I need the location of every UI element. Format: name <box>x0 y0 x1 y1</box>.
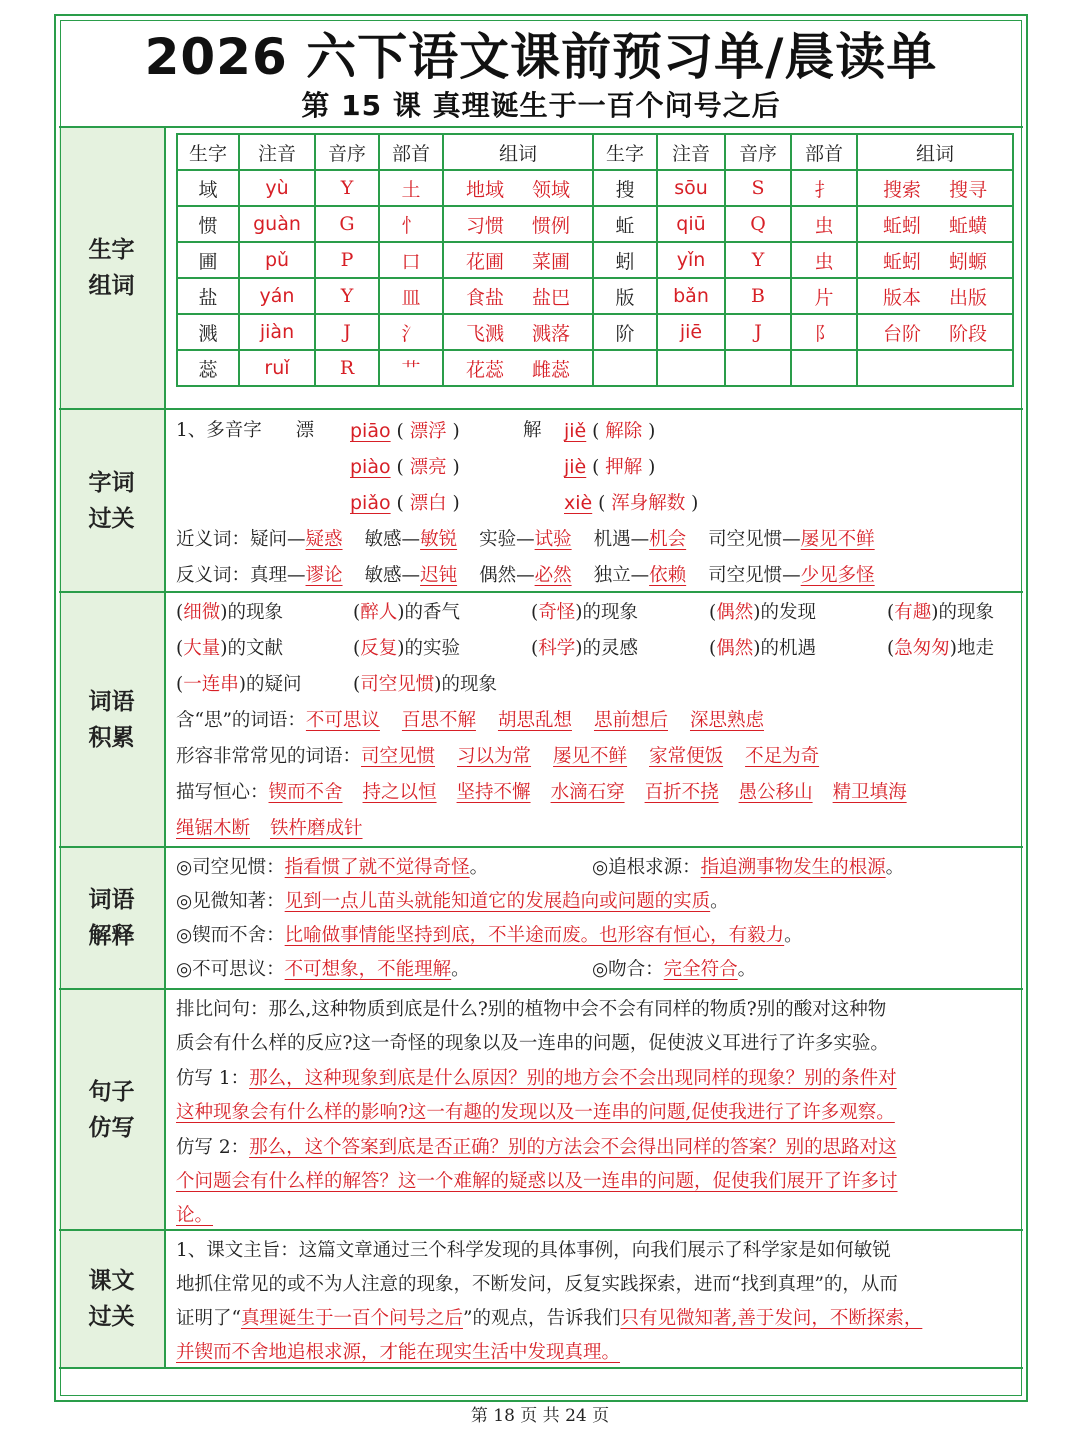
table-header: 组词 <box>443 134 593 170</box>
phrase-item: (偶然)的机遇 <box>709 638 816 659</box>
idiom: 精卫填海 <box>832 782 907 803</box>
table-header: 部首 <box>791 134 857 170</box>
table-row <box>177 314 1013 350</box>
pinyin-cell: yù <box>239 170 315 206</box>
idiom: 绳锯木断 <box>176 818 251 839</box>
idiom: 水滴石穿 <box>550 782 625 803</box>
explanation-item: ◎吻合：完全符合。 <box>592 959 757 980</box>
worksheet <box>54 14 1028 1402</box>
char-cell: 盐 <box>177 278 239 314</box>
char-cell: 蚓 <box>593 242 657 278</box>
radical-cell: 片 <box>791 278 857 314</box>
words-cell: 蚯蚓 蚯蟥 <box>857 206 1013 242</box>
phrase-item: (细微)的现象 <box>176 602 283 623</box>
initial-cell: R <box>315 350 379 386</box>
initial-cell: Q <box>725 206 791 242</box>
table-header: 注音 <box>239 134 315 170</box>
table-header: 生字 <box>593 134 657 170</box>
section-label: 词语 解释 <box>59 848 166 988</box>
phrase-item: (醉人)的香气 <box>353 602 460 623</box>
words-cell: 版本 出版 <box>857 278 1013 314</box>
radical-cell: 阝 <box>791 314 857 350</box>
pinyin-cell: jiē <box>657 314 725 350</box>
idiom: 思前想后 <box>593 710 668 731</box>
words-cell <box>857 350 1013 386</box>
explanation-item: ◎不可思议：不可想象，不能理解。 <box>176 959 470 980</box>
pinyin-cell: yǐn <box>657 242 725 278</box>
imitation-1-line: 这种现象会有什么样的影响?这一有趣的发现以及一连串的问题,促使我进行了许多观察。 <box>176 1102 895 1123</box>
idiom: 深思熟虑 <box>689 710 764 731</box>
words-cell: 搜索 搜寻 <box>857 170 1013 206</box>
section-imitation <box>59 988 1023 1229</box>
explanation-item: ◎见微知著：见到一点儿苗头就能知道它的发展趋向或问题的实质。 <box>176 891 729 912</box>
radical-cell: 口 <box>379 242 443 278</box>
word-pair: 真理—谬论 <box>250 565 343 586</box>
perseverance-words-line: 描写恒心：锲而不舍 持之以恒 坚持不懈 水滴石穿 百折不挠 愚公移山 精卫填海 <box>176 782 907 803</box>
words-cell: 花圃 菜圃 <box>443 242 593 278</box>
pinyin-cell: sōu <box>657 170 725 206</box>
radical-cell: 扌 <box>791 170 857 206</box>
initial-cell <box>725 350 791 386</box>
idiom: 铁杵磨成针 <box>270 818 363 839</box>
table-row <box>177 170 1013 206</box>
pinyin-cell: bǎn <box>657 278 725 314</box>
char-cell: 蚯 <box>593 206 657 242</box>
vocab-table <box>176 133 1014 387</box>
words-cell: 食盐 盐巴 <box>443 278 593 314</box>
word-pair: 疑问—疑惑 <box>250 529 343 550</box>
idiom: 愚公移山 <box>738 782 813 803</box>
phrase-item: (奇怪)的现象 <box>531 602 638 623</box>
idiom: 屡见不鲜 <box>553 746 628 767</box>
table-row <box>177 206 1013 242</box>
pinyin-cell: qiū <box>657 206 725 242</box>
section-accumulation <box>59 591 1023 846</box>
table-row <box>177 350 1013 386</box>
words-cell: 蚯蚓 蚓螈 <box>857 242 1013 278</box>
polyphone-row-1: 1、多音字 漂 <box>176 420 315 441</box>
initial-cell: Y <box>315 278 379 314</box>
idiom: 坚持不懈 <box>456 782 531 803</box>
idiom: 司空见惯 <box>361 746 436 767</box>
section-label: 句子 仿写 <box>59 990 166 1229</box>
radical-cell: 艹 <box>379 350 443 386</box>
idiom: 百折不挠 <box>644 782 719 803</box>
idiom: 习以为常 <box>457 746 532 767</box>
section-explanations <box>59 846 1023 988</box>
polyphone-1-1: piāo ( 漂浮 ) <box>350 420 460 442</box>
word-pair: 司空见惯—屡见不鲜 <box>708 529 875 550</box>
section-label: 课文 过关 <box>59 1231 166 1367</box>
radical-cell: 虫 <box>791 206 857 242</box>
phrase-item: (一连串)的疑问 <box>176 674 302 695</box>
radical-cell: 氵 <box>379 314 443 350</box>
words-cell: 习惯 惯例 <box>443 206 593 242</box>
initial-cell: B <box>725 278 791 314</box>
initial-cell: S <box>725 170 791 206</box>
word-pair: 机遇—机会 <box>593 529 687 550</box>
section-lesson <box>59 1229 1023 1369</box>
phrase-item: (有趣)的现象 <box>887 602 994 623</box>
initial-cell: Y <box>725 242 791 278</box>
pinyin-cell: pǔ <box>239 242 315 278</box>
perseverance-words-line-2 <box>176 817 383 841</box>
char-cell: 圃 <box>177 242 239 278</box>
example-sentence-line: 质会有什么样的反应?这一奇怪的现象以及一连串的问题，促使波义耳进行了许多实验。 <box>176 1033 889 1054</box>
idiom: 家常便饭 <box>649 746 724 767</box>
initial-cell: Y <box>315 170 379 206</box>
word-pair: 实验—试验 <box>479 529 572 550</box>
table-header: 音序 <box>725 134 791 170</box>
char-cell <box>593 350 657 386</box>
char-cell: 搜 <box>593 170 657 206</box>
lesson-theme-line: 地抓住常见的或不为人注意的现象，不断发问，反复实践探索，进而“找到真理”的，从而 <box>176 1274 898 1295</box>
radical-cell: 皿 <box>379 278 443 314</box>
common-words-line: 形容非常常见的词语：司空见惯 习以为常 屡见不鲜 家常便饭 不足为奇 <box>176 746 820 767</box>
page-title: 2026 六下语文课前预习单/晨读单 <box>144 28 938 86</box>
words-cell: 地域 领域 <box>443 170 593 206</box>
polyphone-1-2: piào ( 漂亮 ) <box>350 456 460 478</box>
section-label: 生字 组词 <box>59 128 166 408</box>
explanation-item: ◎锲而不舍：比喻做事情能坚持到底，不半途而废。也形容有恒心，有毅力。 <box>176 925 803 946</box>
char-cell: 域 <box>177 170 239 206</box>
imitation-2-line: 仿写 2：那么，这个答案到底是否正确？别的方法会不会得出同样的答案？别的思路对这 <box>176 1137 897 1158</box>
char-cell: 版 <box>593 278 657 314</box>
initial-cell: J <box>725 314 791 350</box>
polyphone-2-2: jiè ( 押解 ) <box>564 456 656 478</box>
initial-cell: J <box>315 314 379 350</box>
imitation-2-line: 个问题会有什么样的解答？这一个难解的疑惑以及一连串的问题，促使我们展开了许多讨 <box>176 1171 898 1192</box>
polyphone-char-2: 解 <box>523 420 542 441</box>
words-cell: 台阶 阶段 <box>857 314 1013 350</box>
phrase-item: (科学)的灵感 <box>531 638 638 659</box>
idiom: 胡思乱想 <box>497 710 572 731</box>
phrase-item: (司空见惯)的现象 <box>353 674 497 695</box>
table-header: 组词 <box>857 134 1013 170</box>
antonyms-line: 反义词：真理—谬论 敏感—迟钝 偶然—必然 独立—依赖 司空见惯—少见多怪 <box>176 565 875 586</box>
initial-cell: P <box>315 242 379 278</box>
lesson-theme-line: 1、课文主旨：这篇文章通过三个科学发现的具体事例，向我们展示了科学家是如何敏锐 <box>176 1240 891 1261</box>
section-words <box>59 408 1023 591</box>
si-words-line: 含“思”的词语：不可思议 百思不解 胡思乱想 思前想后 深思熟虑 <box>176 710 764 731</box>
imitation-1-line: 仿写 1：那么，这种现象到底是什么原因？别的地方会不会出现同样的现象？别的条件对 <box>176 1068 897 1089</box>
word-pair: 偶然—必然 <box>479 565 572 586</box>
polyphone-1-3: piǎo ( 漂白 ) <box>350 492 460 514</box>
phrase-item: (反复)的实验 <box>353 638 460 659</box>
idiom: 不足为奇 <box>745 746 820 767</box>
radical-cell: 忄 <box>379 206 443 242</box>
section-characters <box>59 126 1023 408</box>
example-sentence-line: 排比问句：那么,这种物质到底是什么?别的植物中会不会有同样的物质?别的酸对这种物 <box>176 999 887 1020</box>
synonyms-line: 近义词：疑问—疑惑 敏感—敏锐 实验—试验 机遇—机会 司空见惯—屡见不鲜 <box>176 529 875 550</box>
table-header: 音序 <box>315 134 379 170</box>
idiom: 百思不解 <box>401 710 476 731</box>
explanation-item: ◎追根求源：指追溯事物发生的根源。 <box>592 857 905 878</box>
imitation-2-line: 论。 <box>176 1205 214 1226</box>
idiom: 不可思议 <box>305 710 380 731</box>
idiom: 锲而不舍 <box>268 782 343 803</box>
char-cell: 阶 <box>593 314 657 350</box>
idiom: 持之以恒 <box>362 782 437 803</box>
phrase-item: (大量)的文献 <box>176 638 283 659</box>
word-pair: 敏感—敏锐 <box>364 529 458 550</box>
radical-cell: 土 <box>379 170 443 206</box>
explanation-item: ◎司空见惯：指看惯了就不觉得奇怪。 <box>176 857 489 878</box>
pinyin-cell <box>657 350 725 386</box>
table-row <box>177 278 1013 314</box>
pinyin-cell: jiàn <box>239 314 315 350</box>
initial-cell: G <box>315 206 379 242</box>
polyphone-2-1: jiě ( 解除 ) <box>564 420 656 442</box>
page-number: 第 18 页 共 24 页 <box>470 1406 610 1426</box>
phrase-item: (偶然)的发现 <box>709 602 816 623</box>
pinyin-cell: yán <box>239 278 315 314</box>
lesson-subtitle: 第 15 课 真理诞生于一百个问号之后 <box>301 89 781 122</box>
pinyin-cell: ruǐ <box>239 350 315 386</box>
pinyin-cell: guàn <box>239 206 315 242</box>
word-pair: 司空见惯—少见多怪 <box>708 565 875 586</box>
radical-cell: 虫 <box>791 242 857 278</box>
table-header: 注音 <box>657 134 725 170</box>
lesson-theme-line: 并锲而不舍地追根求源，才能在现实生活中发现真理。 <box>176 1342 621 1363</box>
char-cell: 惯 <box>177 206 239 242</box>
char-cell: 溅 <box>177 314 239 350</box>
phrase-item: (急匆匆)地走 <box>887 638 994 659</box>
char-cell: 蕊 <box>177 350 239 386</box>
table-header: 部首 <box>379 134 443 170</box>
radical-cell <box>791 350 857 386</box>
polyphone-2-3: xiè ( 浑身解数 ) <box>564 492 699 514</box>
word-pair: 敏感—迟钝 <box>364 565 458 586</box>
word-pair: 独立—依赖 <box>593 565 687 586</box>
lesson-theme-line: 证明了“真理诞生于一百个问号之后”的观点，告诉我们只有见微知著,善于发问，不断探索， <box>176 1308 923 1329</box>
table-header: 生字 <box>177 134 239 170</box>
words-cell: 花蕊 雌蕊 <box>443 350 593 386</box>
words-cell: 飞溅 溅落 <box>443 314 593 350</box>
section-label: 词语 积累 <box>59 593 166 846</box>
section-label: 字词 过关 <box>59 410 166 591</box>
table-row <box>177 242 1013 278</box>
